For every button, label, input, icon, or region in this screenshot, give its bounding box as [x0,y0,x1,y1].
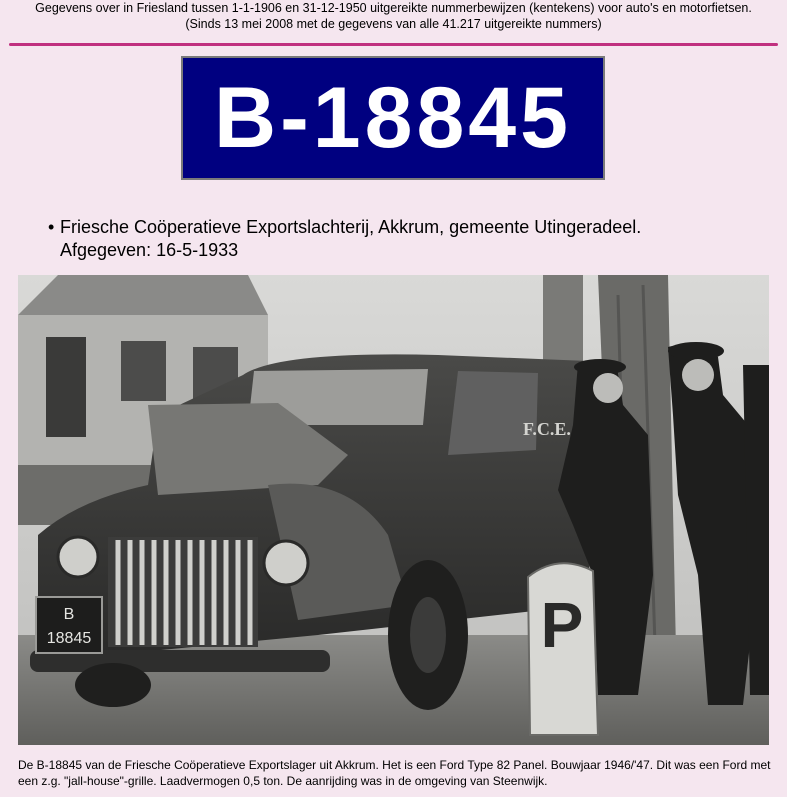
van-lettering: F.C.E. [523,419,571,439]
post-letter: P [540,589,584,661]
bullet-icon: • [48,217,55,237]
license-plate [181,56,605,180]
owner-line: Friesche Coöperatieve Exportslachterij, Akkrum, gemeente Utingeradeel. [60,217,642,237]
plate-number: B-18845 [214,70,572,166]
parking-post [528,563,598,735]
vehicle-photo [18,275,769,745]
van-plate-bottom: 18845 [46,630,92,647]
van-plate [36,597,102,653]
header-line-2: (Sinds 13 mei 2008 met de gegevens van alle 41.217 uitgereikte nummers) [185,17,602,31]
issued-line: Afgegeven: 16-5-1933 [60,240,239,260]
photo-illustration [18,275,769,745]
header-line-1: Gegevens over in Friesland tussen 1-1-1906 en 31-12-1950 uitgereikte nummerbewijzen (kentekens) voor auto's en motorfietsen. [35,1,752,15]
registration-info [48,216,641,262]
page-header [0,0,787,32]
photo-caption: De B-18845 van de Friesche Coöperatieve Exportslager uit Akkrum. Het is een Ford Type 82 Panel. Bouwjaar 1946/'47. Dit was een Ford met een z.g. "jall-house"-grille. Laadvermogen 0,5 ton. De aanrijding was in de omgeving van Steenwijk. [18,758,771,788]
header-divider [9,43,778,46]
van-plate-top: B [63,606,75,623]
